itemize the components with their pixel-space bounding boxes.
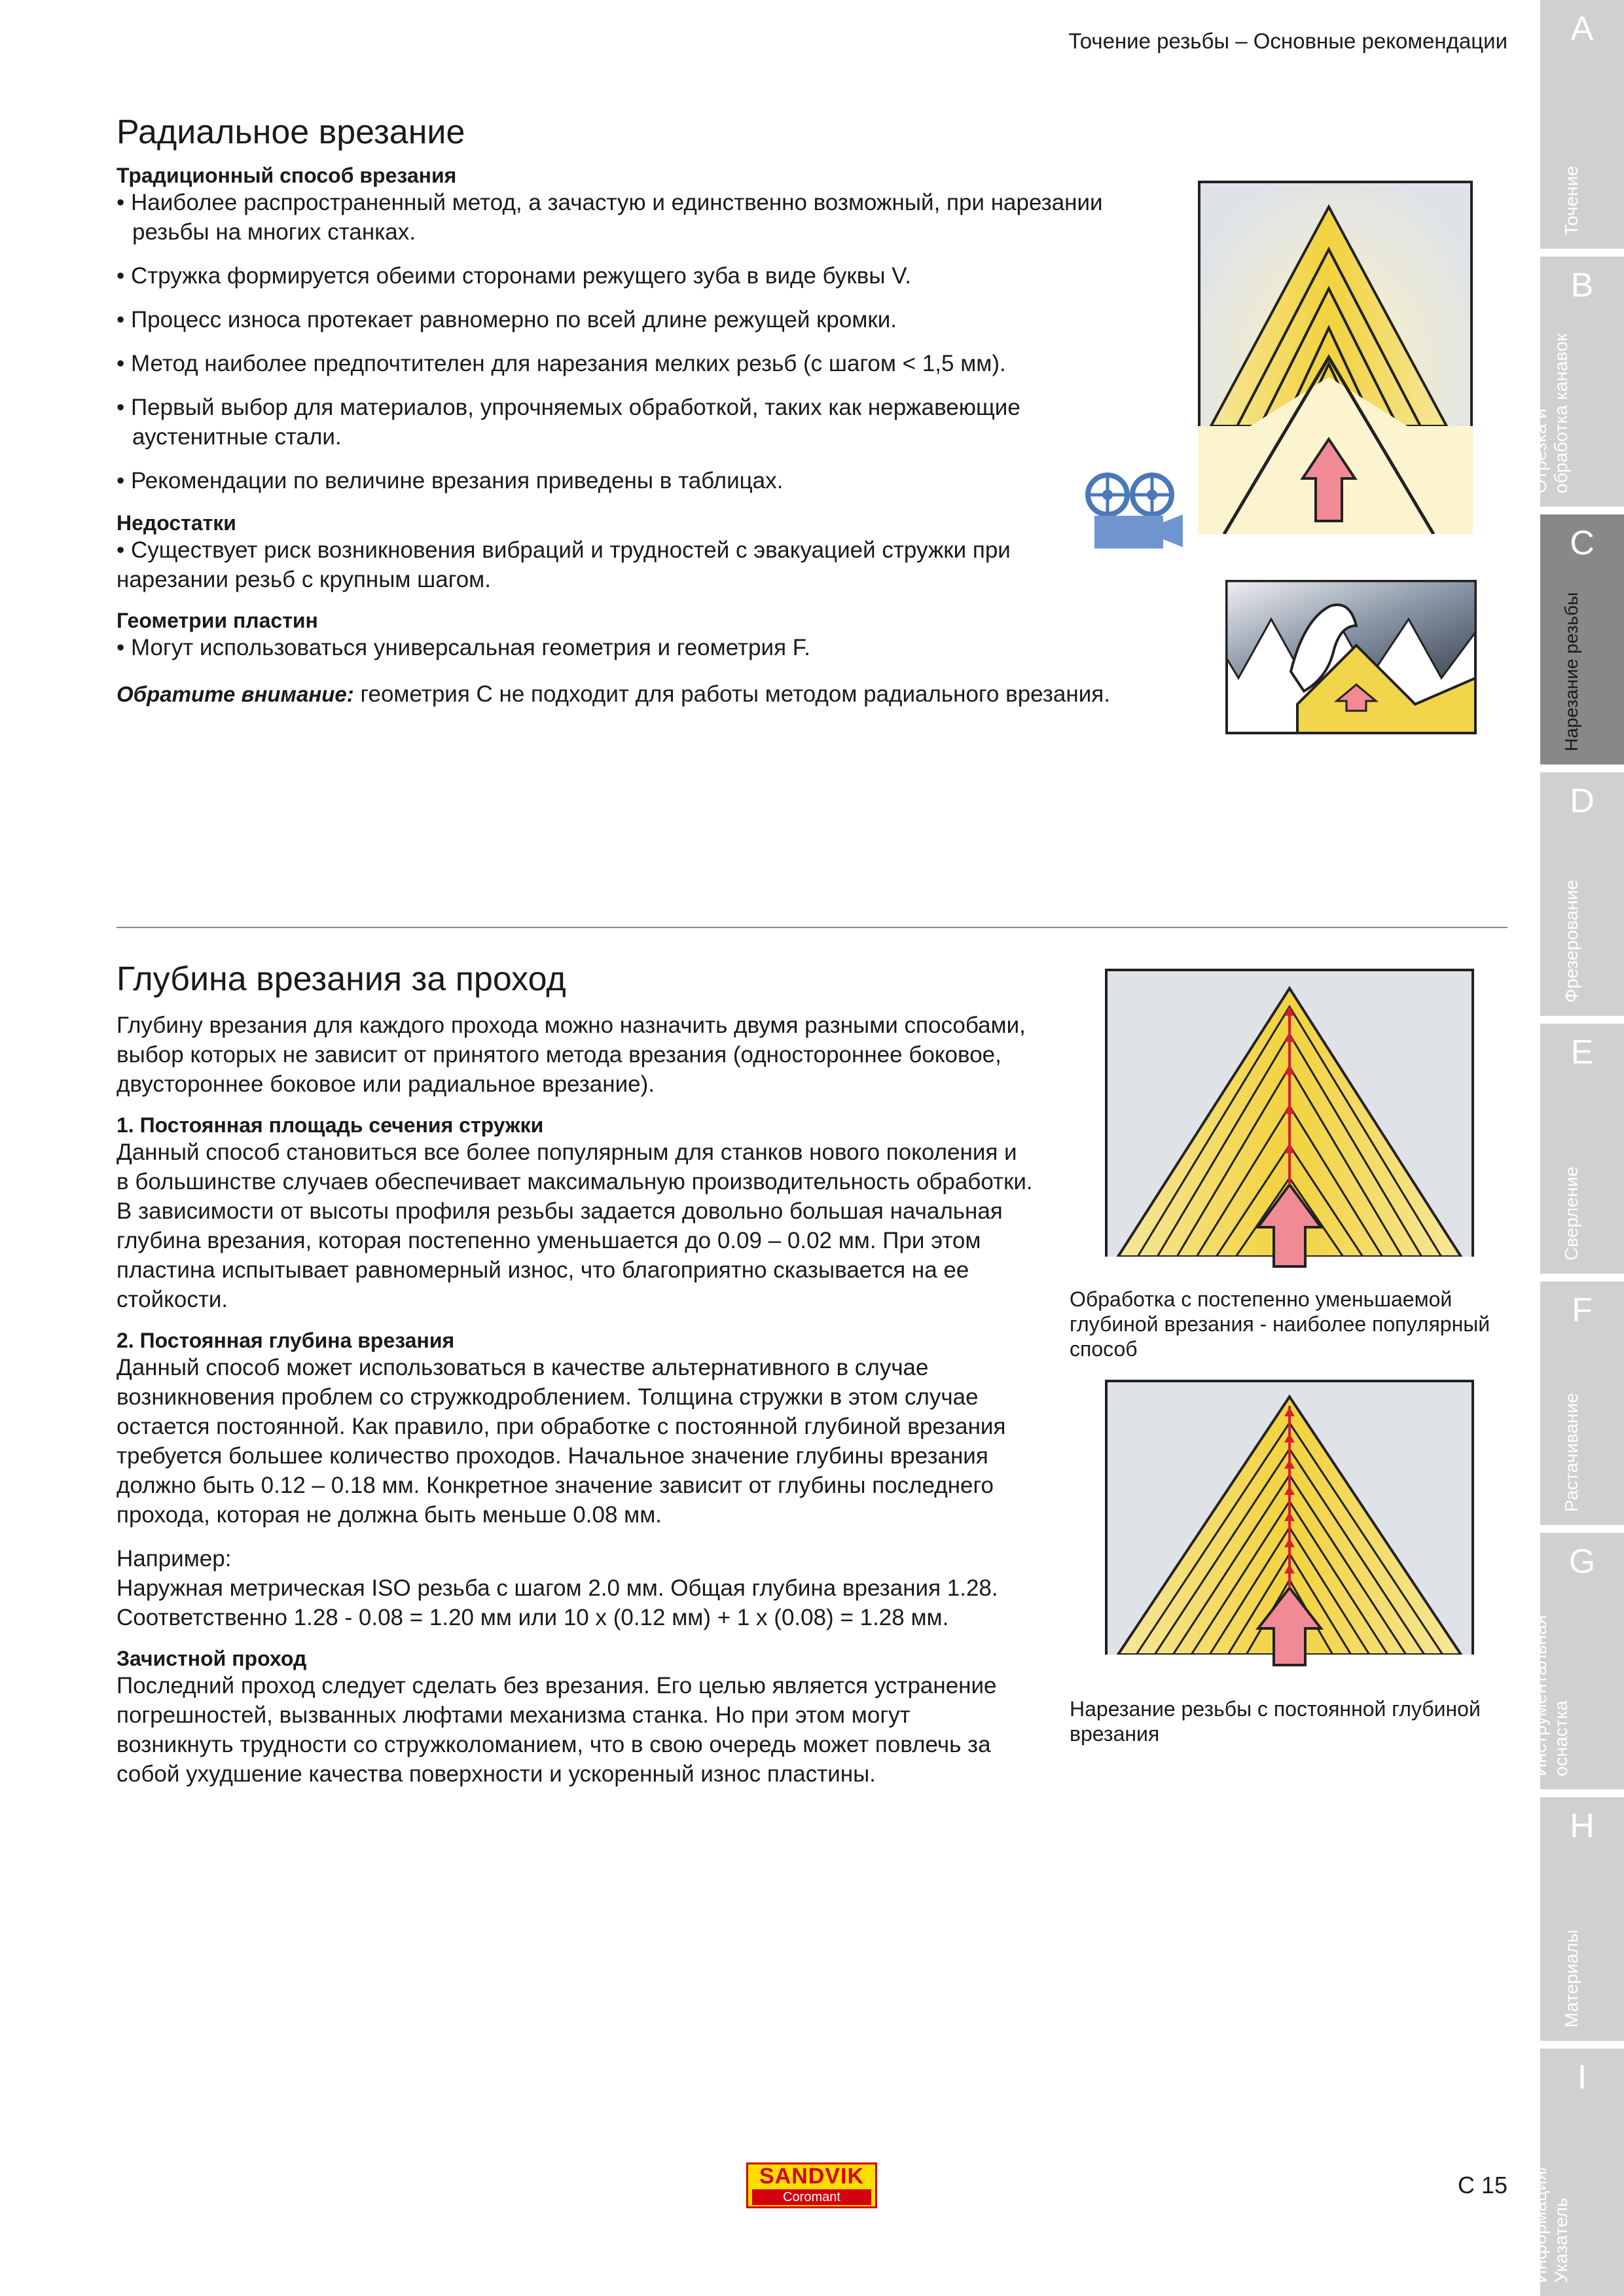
tab-g[interactable] [1530, 1533, 1624, 1789]
example-text: Наружная метрическая ISO резьба с шагом 2.0 мм. Общая глубина врезания 1.28. Соответственно 1.28 - 0.08 = 1.20 мм или 10 x (0.12 мм) + 1 x (0.08) = 1.28 мм. [117, 1575, 998, 1630]
section-depth [117, 960, 1033, 1789]
section2-sub3: Зачистной проход [117, 1647, 307, 1670]
section1-sub1: Традиционный способ врезания [117, 164, 457, 187]
logo-top: SANDVIK [759, 2164, 865, 2189]
note-text: геометрия C не подходит для работы методом радиального врезания. [353, 681, 1110, 707]
tab-label: Инструментальная оснастка [1530, 1615, 1571, 1776]
section2-sub1: 1. Постоянная площадь сечения стружки [117, 1113, 544, 1137]
tab-a[interactable] [1540, 0, 1624, 249]
tab-letter: F [1572, 1291, 1593, 1329]
decreasing-depth-figure [1105, 969, 1474, 1271]
bullet-5: • Первый выбор для материалов, упрочняемых обработкой, таких как нержавеющие аустенитные стали. [117, 395, 1020, 450]
tab-letter: C [1570, 524, 1595, 562]
section1-sub3: Геометрии пластин [117, 609, 318, 632]
example-label: Например: [117, 1546, 232, 1571]
section-radial [117, 113, 1164, 709]
tab-label: Отрезка и обработка канавок [1530, 333, 1571, 493]
caption-constant-depth: Нарезание резьбы с постоянной глубиной врезания [1070, 1697, 1481, 1746]
caption-decreasing-depth: Обработка с постепенно уменьшаемой глубиной врезания - наиболее популярный способ [1070, 1287, 1490, 1361]
tab-label: Сверление [1561, 1166, 1581, 1261]
section2-intro: Глубину врезания для каждого прохода можно назначить двумя разными способами, выбор которых не зависит от принятого метода врезания (одностороннее боковое, двустороннее боковое или радиальное врезание). [117, 1013, 1026, 1097]
tab-letter: E [1570, 1033, 1594, 1071]
running-header: Точение резьбы – Основные рекомендации [1068, 29, 1507, 53]
tab-e[interactable] [1540, 1024, 1624, 1274]
tab-d[interactable] [1540, 772, 1624, 1016]
tab-letter: A [1570, 10, 1594, 48]
video-camera-icon[interactable] [1081, 470, 1186, 555]
note [117, 679, 1164, 709]
tab-b[interactable] [1530, 257, 1624, 507]
tab-f[interactable] [1540, 1282, 1624, 1525]
geometry-text: • Могут использоваться универсальная геометрия и геометрия F. [117, 635, 810, 660]
insert-thread-figure [1225, 580, 1477, 734]
bullet-6: • Рекомендации по величине врезания приведены в таблицах. [117, 468, 784, 493]
bullet-4: • Метод наиболее предпочтителен для нарезания мелких резьб (с шагом < 1,5 мм). [117, 351, 1006, 376]
tab-letter: I [1577, 2058, 1587, 2096]
section1-heading: Радиальное врезание [117, 113, 465, 151]
radial-infeed-figure [1198, 181, 1473, 534]
section2-heading: Глубина врезания за проход [117, 960, 566, 998]
bullet-1: • Наиболее распространенный метод, а зачастую и единственно возможный, при нарезании резьбы на многих станках. [117, 190, 1103, 245]
section1-sub2: Недостатки [117, 511, 236, 535]
section2-text3: Последний проход следует сделать без врезания. Его целью является устранение погрешностей, вызванных люфтами механизма станка. Но при этом могут возникнуть трудности со стружколоманием, что в свою очередь может повлечь за собой ухудшение качества поверхности и ускоренный износ пластины. [117, 1673, 997, 1787]
tab-letter: B [1570, 266, 1594, 304]
tab-label: Фрезерование [1561, 880, 1581, 1003]
bullet-2: • Стружка формируется обеими сторонами режущего зуба в виде буквы V. [117, 263, 912, 289]
tab-letter: G [1568, 1543, 1596, 1581]
section2-text2: Данный способ может использоваться в качестве альтернативного в случае возникновения проблем со стружкодроблением. Толщина стружки в этом случае остается постоянной. Как правило, при обработке с постоянной глубиной врезания требуется большее количество проходов. Начальное значение глубины врезания должно быть 0.12 – 0.18 мм. Конкретное значение зависит от глубины последнего прохода, которая не должна быть меньше 0.08 мм. [117, 1355, 1006, 1528]
tab-i[interactable] [1530, 2049, 1624, 2296]
tab-h[interactable] [1540, 1797, 1624, 2041]
constant-depth-figure [1105, 1380, 1474, 1668]
note-label: Обратите внимание: [117, 682, 354, 706]
tab-letter: D [1570, 782, 1595, 820]
section-divider [117, 927, 1507, 928]
bullet-3: • Процесс износа протекает равномерно по всей длине режущей кромки. [117, 307, 897, 332]
section2-sub2: 2. Постоянная глубина врезания [117, 1329, 455, 1352]
drawback-text: • Существует риск возникновения вибраций и трудностей с эвакуацией стружки при нарезании резьб с крупным шагом. [117, 537, 1011, 592]
tab-label: Информация/ Указатель [1530, 2165, 1571, 2283]
logo-bottom: Coromant [752, 2189, 871, 2205]
tab-letter: H [1570, 1807, 1595, 1845]
tab-label: Точение [1561, 166, 1581, 236]
tab-label: Растачивание [1561, 1393, 1581, 1512]
tab-label: Нарезание резьбы [1561, 592, 1581, 751]
tab-c[interactable] [1540, 514, 1624, 764]
chapter-tabs [1530, 0, 1624, 2296]
section2-text1: Данный способ становиться все более популярным для станков нового поколения и в большинстве случаев обеспечивает максимальную производительность обработки. В зависимости от высоты профиля резьбы задается довольно большая начальная глубина врезания, которая постепенно уменьшается до 0.09 – 0.02 мм. При этом пластина испытывает равномерный износ, что благоприятно сказывается на ее стойкости. [117, 1139, 1033, 1312]
tab-label: Материалы [1561, 1929, 1581, 2028]
page-number: C 15 [1457, 2172, 1507, 2198]
sandvik-logo [746, 2162, 877, 2208]
